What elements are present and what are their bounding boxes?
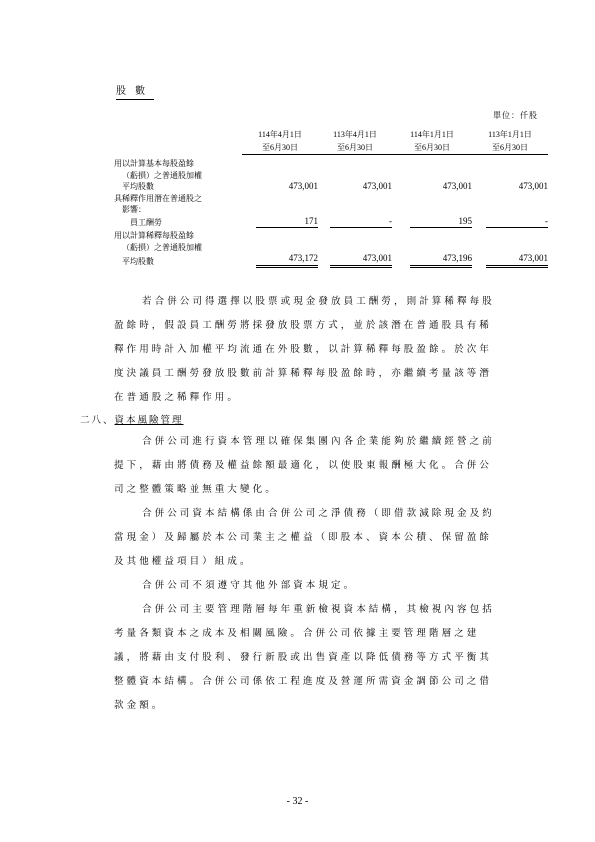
row-label: 員工酬勞 — [130, 217, 162, 227]
paragraph-line: 當現金）及歸屬於本公司業主之權益（即股本、資本公積、保留盈餘 — [114, 532, 493, 543]
paragraph-line: 合併公司資本結構係由合併公司之淨債務（即借款減除現金及約 — [142, 508, 495, 519]
column-header: 113年4月1日 至6月30日 — [318, 128, 392, 155]
column-header: 114年4月1日 至6月30日 — [242, 128, 318, 155]
row-label: 平均股數 — [122, 257, 154, 266]
capital-paragraph-1 — [114, 430, 538, 502]
paragraph-line: 考量各類資本之成本及相關風險。合併公司依據主要管理階層之建 — [114, 628, 480, 639]
row-label: 具稀釋作用潛在普通股之 — [114, 193, 202, 203]
paragraph-line: 及其他權益項目）組成。 — [114, 556, 253, 567]
paragraph-line: 整體資本結構。合併公司係依工程進度及營運所需資金調節公司之借 — [114, 676, 493, 687]
table-header-row — [114, 128, 548, 155]
cell-value: 473,001 — [318, 253, 392, 268]
column-header: 114年1月1日 至6月30日 — [392, 128, 472, 155]
row-label: 影響： — [122, 205, 146, 214]
capital-paragraph-3 — [114, 574, 538, 598]
paragraph-line: 提下，藉由將債務及權益餘額最適化，以使股東報酬極大化。合併公 — [114, 460, 493, 471]
page-number: - 32 - — [286, 796, 309, 807]
cell-value: 473,196 — [392, 253, 472, 268]
section-title: 股數 — [116, 86, 154, 100]
table-row — [114, 181, 548, 193]
paragraph-line: 款金額。 — [114, 700, 165, 711]
paragraph-line: 合併公司不須遵守其他外部資本規定。 — [142, 580, 357, 591]
paragraph-line: 司之整體策略並無重大變化。 — [114, 484, 278, 495]
cell-value: 473,001 — [518, 181, 548, 191]
cell-value: 473,001 — [442, 181, 472, 191]
row-label: （虧損）之普通股加權 — [122, 242, 202, 252]
shares-table — [114, 128, 548, 268]
cell-value: 473,001 — [288, 181, 318, 191]
section-heading — [80, 412, 184, 426]
cell-value: - — [472, 216, 548, 229]
heading-title: 資本風險管理 — [114, 415, 184, 426]
cell-value: 171 — [242, 216, 318, 229]
paragraph-line: 合併公司主要管理階層每年重新檢視資本結構，其檢視內容包括 — [142, 604, 495, 615]
cell-value: 473,172 — [242, 253, 318, 268]
paragraph-line: 若合併公司得選擇以股票或現金發放員工酬勞，則計算稀釋每股 — [142, 296, 495, 307]
eps-paragraph — [114, 290, 538, 410]
row-label: 平均股數 — [122, 182, 154, 191]
unit-label: 單位：仟股 — [493, 111, 538, 120]
heading-number: 二八、 — [80, 415, 115, 426]
row-label: 用以計算稀釋每股盈餘 — [114, 231, 194, 240]
paragraph-line: 在普通股之稀釋作用。 — [114, 392, 241, 403]
column-header: 113年1月1日 至6月30日 — [472, 128, 548, 155]
capital-paragraph-2 — [114, 502, 538, 574]
paragraph-line: 釋作用時計入加權平均流通在外股數，以計算稀釋每股盈餘。於次年 — [114, 344, 493, 355]
paragraph-line: 度決議員工酬勞發放股數前計算稀釋每股盈餘時，亦繼續考量該等潛 — [114, 368, 493, 379]
cell-value: 473,001 — [362, 181, 392, 191]
table-row — [114, 253, 548, 268]
table-row — [114, 216, 548, 229]
cell-value: 195 — [392, 216, 472, 229]
paragraph-line: 盈餘時，假設員工酬勞將採發放股票方式，並於該潛在普通股具有稀 — [114, 320, 493, 331]
paragraph-line: 合併公司進行資本管理以確保集團內各企業能夠於繼續經營之前 — [142, 436, 495, 447]
cell-value: 473,001 — [472, 253, 548, 268]
capital-paragraph-4 — [114, 598, 538, 718]
row-label: （虧損）之普通股加權 — [122, 170, 202, 180]
paragraph-line: 議，將藉由支付股利、發行新股或出售資產以降低債務等方式平衡其 — [114, 652, 493, 663]
cell-value: - — [318, 216, 392, 229]
row-label: 用以計算基本每股盈餘 — [114, 159, 194, 168]
